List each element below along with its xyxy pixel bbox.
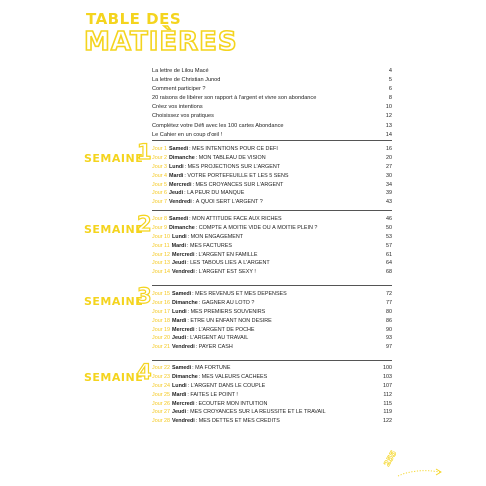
day-entry-day: Samedi — [171, 365, 192, 371]
day-entry-day: Vendredi — [171, 418, 195, 425]
day-entry-desc: : MES PROJECTIONS SUR L'ARGENT — [184, 163, 281, 170]
day-entry-day: Mercredi — [168, 181, 192, 188]
intro-item[interactable] — [152, 86, 392, 95]
week-4-number: 4 — [137, 360, 152, 384]
day-entry-desc: : LES TABOUS LIÉS À L'ARGENT — [187, 260, 270, 267]
day-entry-page: 30 — [386, 172, 392, 179]
day-entry-desc: : LA PEUR DU MANQUE — [184, 190, 245, 197]
intro-item-text: Choisissez vos pratiques — [152, 113, 214, 120]
week-2-list — [152, 216, 392, 278]
day-entry[interactable] — [152, 383, 392, 392]
day-entry-jour: Jour 25 — [152, 391, 170, 398]
day-entry-jour: Jour 6 — [152, 190, 167, 197]
day-entry-day: Mardi — [171, 242, 186, 249]
intro-item[interactable] — [152, 113, 392, 122]
intro-item-page: 6 — [388, 86, 392, 93]
day-entry[interactable] — [152, 335, 392, 344]
day-entry-page: 86 — [386, 317, 392, 324]
day-entry-desc: : MES DETTES ET MES CRÉDITS — [195, 418, 280, 425]
day-entry-page: 64 — [386, 260, 392, 267]
day-entry-day: Jeudi — [171, 260, 187, 267]
day-entry-jour: Jour 7 — [152, 199, 167, 206]
day-entry-desc: : L'ARGENT EST SEXY ! — [195, 269, 256, 276]
day-entry-page: 57 — [386, 242, 392, 249]
intro-item-text: Comment participer ? — [152, 86, 206, 93]
intro-item[interactable] — [152, 123, 392, 132]
day-entry[interactable] — [152, 392, 392, 401]
day-entry-page: 122 — [383, 418, 392, 425]
week-2-label: SEMAINE — [84, 223, 144, 236]
day-entry-desc: : MES VALEURS CACHÉES — [198, 373, 268, 380]
day-entry-day: Vendredi — [168, 199, 192, 206]
intro-item-page: 12 — [385, 113, 392, 120]
day-entry[interactable] — [152, 300, 392, 309]
page-number: 255 — [382, 449, 399, 468]
day-entry-desc: : L'ARGENT DANS LE COUPLE — [187, 382, 266, 389]
intro-item[interactable] — [152, 95, 392, 104]
divider — [152, 210, 392, 211]
day-entry[interactable] — [152, 234, 392, 243]
day-entry[interactable] — [152, 173, 392, 182]
week-2-number: 2 — [137, 212, 152, 236]
day-entry-page: 107 — [383, 382, 392, 389]
day-entry[interactable] — [152, 418, 392, 427]
day-entry[interactable] — [152, 155, 392, 164]
day-entry-jour: Jour 28 — [152, 418, 170, 425]
day-entry-desc: : MES REVENUS ET MES DÉPENSES — [192, 291, 287, 297]
day-entry-day: Samedi — [171, 291, 192, 297]
intro-item-text: La lettre de Lilou Macé — [152, 68, 209, 74]
intro-item[interactable] — [152, 77, 392, 86]
day-entry-day: Mardi — [168, 172, 184, 179]
day-entry[interactable] — [152, 365, 392, 374]
day-entry-desc: : MON ENGAGEMENT — [187, 233, 244, 240]
day-entry-page: 16 — [386, 146, 392, 152]
day-entry[interactable] — [152, 409, 392, 418]
day-entry-desc: : COMPTE À MOITIÉ VIDE OU À MOITIÉ PLEIN ? — [195, 224, 318, 231]
day-entry-day: Jeudi — [171, 335, 187, 342]
day-entry-page: 68 — [386, 269, 392, 276]
day-entry-page: 103 — [383, 373, 392, 380]
day-entry-page: 34 — [386, 181, 392, 188]
day-entry-page: 72 — [386, 291, 392, 297]
day-entry[interactable] — [152, 146, 392, 155]
intro-item-page: 5 — [388, 77, 392, 84]
week-3-number: 3 — [137, 284, 152, 308]
day-entry[interactable] — [152, 344, 392, 353]
day-entry[interactable] — [152, 291, 392, 300]
day-entry-desc: : MES CROYANCES SUR L'ARGENT — [192, 181, 284, 188]
intro-item-page: 8 — [388, 95, 392, 102]
day-entry-jour: Jour 26 — [152, 400, 170, 407]
day-entry-jour: Jour 3 — [152, 163, 167, 170]
intro-item-text: Créez vos intentions — [152, 104, 203, 111]
day-entry[interactable] — [152, 164, 392, 173]
day-entry-jour: Jour 16 — [152, 299, 170, 306]
day-entry-jour: Jour 12 — [152, 251, 170, 258]
day-entry-jour: Jour 9 — [152, 224, 167, 231]
day-entry-day: Dimanche — [168, 224, 195, 231]
divider — [152, 360, 392, 361]
day-entry-desc: : ÉCOUTER MON INTUITION — [195, 400, 268, 407]
day-entry-jour: Jour 4 — [152, 172, 167, 179]
day-entry[interactable] — [152, 318, 392, 327]
day-entry-day: Mercredi — [171, 400, 195, 407]
day-entry-desc: : L'ARGENT EN FAMILLE — [195, 251, 258, 258]
day-entry-page: 43 — [386, 199, 392, 206]
week-1-list — [152, 146, 392, 208]
intro-item-page: 14 — [385, 131, 392, 138]
day-entry-jour: Jour 22 — [152, 365, 170, 371]
day-entry-page: 53 — [386, 233, 392, 240]
day-entry-jour: Jour 17 — [152, 308, 170, 315]
day-entry[interactable] — [152, 269, 392, 278]
day-entry[interactable] — [152, 252, 392, 261]
day-entry[interactable] — [152, 309, 392, 318]
day-entry-jour: Jour 13 — [152, 260, 170, 267]
day-entry-page: 115 — [383, 400, 392, 407]
day-entry-page: 27 — [386, 163, 392, 170]
intro-item-text: Complétez votre Défi avec les 100 cartes Abondance — [152, 122, 284, 129]
intro-item-page: 13 — [385, 122, 392, 129]
divider — [152, 285, 392, 286]
day-entry-jour: Jour 5 — [152, 181, 167, 188]
day-entry-day: Lundi — [168, 163, 184, 170]
day-entry-jour: Jour 14 — [152, 269, 170, 276]
day-entry-jour: Jour 23 — [152, 373, 170, 380]
day-entry[interactable] — [152, 243, 392, 252]
day-entry-desc: : MES CROYANCES SUR LA RÉUSSITE ET LE TRAVAIL — [187, 409, 326, 416]
day-entry-jour: Jour 27 — [152, 409, 170, 416]
intro-item-text: Le Cahier en un coup d'œil ! — [152, 131, 223, 138]
day-entry-desc: : MON TABLEAU DE VISION — [195, 154, 266, 161]
intro-item-page: 4 — [388, 68, 392, 74]
day-entry-day: Vendredi — [171, 269, 195, 276]
day-entry-jour: Jour 11 — [152, 242, 170, 249]
intro-item[interactable] — [152, 68, 392, 77]
divider — [152, 140, 392, 141]
day-entry-day: Jeudi — [168, 190, 184, 197]
day-entry-page: 97 — [386, 344, 392, 351]
day-entry-page: 100 — [383, 365, 392, 371]
day-entry[interactable] — [152, 190, 392, 199]
week-1-number: 1 — [137, 140, 152, 164]
intro-list — [152, 68, 392, 141]
day-entry[interactable] — [152, 182, 392, 191]
intro-item-text: La lettre de Christian Junod — [152, 77, 221, 84]
day-entry[interactable] — [152, 260, 392, 269]
day-entry[interactable] — [152, 216, 392, 225]
day-entry-desc: : GAGNER AU LOTO ? — [198, 299, 255, 306]
day-entry[interactable] — [152, 327, 392, 336]
day-entry-day: Samedi — [168, 216, 189, 222]
day-entry-page: 112 — [383, 391, 392, 398]
day-entry-page: 119 — [383, 409, 392, 416]
week-4-label: SEMAINE — [84, 371, 144, 384]
day-entry-desc: : ÊTRE UN ENFANT NON DÉSIRÉ — [187, 317, 272, 324]
day-entry-page: 61 — [386, 251, 392, 258]
day-entry[interactable] — [152, 374, 392, 383]
day-entry-desc: : MA FORTUNE — [192, 365, 231, 371]
day-entry-desc: : MON ATTITUDE FACE AUX RICHES — [189, 216, 282, 222]
day-entry-desc: : FAITES LE POINT ! — [187, 391, 238, 398]
day-entry-desc: : MES PREMIERS SOUVENIRS — [187, 308, 266, 315]
day-entry-page: 50 — [386, 224, 392, 231]
day-entry-page: 46 — [386, 216, 392, 222]
day-entry-day: Dimanche — [168, 154, 195, 161]
day-entry-page: 39 — [386, 190, 392, 197]
day-entry[interactable] — [152, 225, 392, 234]
day-entry-jour: Jour 1 — [152, 146, 167, 152]
title-line-2: MATIÈRES — [84, 27, 238, 57]
day-entry-desc: : PAYER CASH — [195, 344, 233, 351]
day-entry-desc: : VOTRE PORTEFEUILLE ET LES 5 SENS — [184, 172, 289, 179]
day-entry-day: Dimanche — [171, 299, 198, 306]
day-entry-jour: Jour 8 — [152, 216, 167, 222]
day-entry-day: Lundi — [171, 233, 187, 240]
day-entry-jour: Jour 19 — [152, 326, 170, 333]
dotted-arrow-icon — [396, 466, 446, 478]
week-1-label: SEMAINE — [84, 152, 144, 165]
day-entry-day: Samedi — [168, 146, 189, 152]
day-entry-day: Dimanche — [171, 373, 198, 380]
day-entry-desc: : L'ARGENT AU TRAVAIL — [187, 335, 249, 342]
day-entry-day: Jeudi — [171, 409, 187, 416]
day-entry-page: 93 — [386, 335, 392, 342]
day-entry-day: Mardi — [171, 391, 187, 398]
intro-item-text: 20 raisons de libérer son rapport à l'argent et vivre son abondance — [152, 95, 317, 102]
title-line-1: TABLE DES — [86, 10, 182, 28]
day-entry-jour: Jour 24 — [152, 382, 170, 389]
day-entry-desc: : MES INTENTIONS POUR CE DÉFI — [189, 146, 278, 152]
day-entry-day: Lundi — [171, 308, 187, 315]
week-3-label: SEMAINE — [84, 295, 144, 308]
day-entry[interactable] — [152, 401, 392, 410]
day-entry-desc: : MES FACTURES — [186, 242, 232, 249]
week-4-list — [152, 365, 392, 427]
day-entry-page: 90 — [386, 326, 392, 333]
week-3-list — [152, 291, 392, 353]
intro-item-page: 10 — [385, 104, 392, 111]
day-entry-day: Mercredi — [171, 251, 195, 258]
day-entry-jour: Jour 10 — [152, 233, 170, 240]
day-entry-page: 77 — [386, 299, 392, 306]
intro-item[interactable] — [152, 104, 392, 113]
day-entry-jour: Jour 20 — [152, 335, 170, 342]
day-entry-page: 20 — [386, 154, 392, 161]
day-entry-desc: : L'ARGENT DE POCHE — [195, 326, 255, 333]
day-entry-jour: Jour 18 — [152, 317, 170, 324]
day-entry-day: Mercredi — [171, 326, 195, 333]
day-entry-day: Lundi — [171, 382, 187, 389]
day-entry-day: Mardi — [171, 317, 187, 324]
day-entry-jour: Jour 2 — [152, 154, 167, 161]
day-entry-jour: Jour 15 — [152, 291, 170, 297]
day-entry[interactable] — [152, 199, 392, 208]
day-entry-desc: : À QUOI SERT L'ARGENT ? — [192, 199, 263, 206]
day-entry-page: 80 — [386, 308, 392, 315]
day-entry-day: Vendredi — [171, 344, 195, 351]
day-entry-jour: Jour 21 — [152, 344, 170, 351]
